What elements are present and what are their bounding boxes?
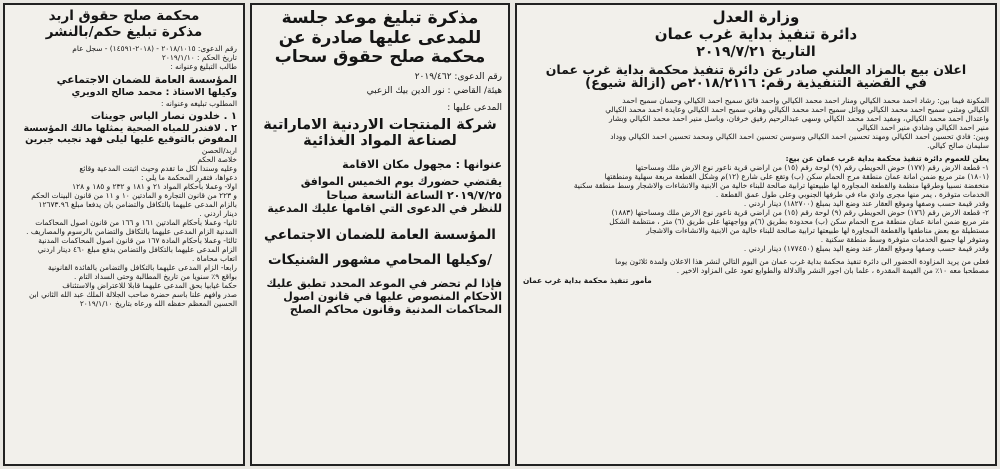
footer-line: مصطحبا معه ١٠٪ من القيمة المقدرة ، علما بان اجور النشر والدلالة والطوابع تعود على المزاود الاخير . bbox=[676, 266, 989, 276]
summons-title: مذكرة تبليغ موعد جلسة bbox=[281, 8, 479, 28]
judgment-notice bbox=[3, 3, 245, 466]
parties-line: المكونة فيما بين: رشاد احمد محمد الكيالي ومنار احمد محمد الكيالي واحمد فائق سميح احمد الكيالي وحسان سميح احمد bbox=[622, 95, 989, 105]
parties-line: سليمان صالح كيالي. bbox=[927, 141, 989, 151]
summons-line: للنظر في الدعوى التي اقامها عليك المدعية bbox=[267, 202, 502, 216]
notice-intro: يعلن للعموم دائرة تنفيذ محكمة بداية غرب عمان عن بيع: bbox=[785, 154, 989, 164]
item-line: وقدر قيمة حسب وصفها وموقع العقار عند وضع اليد بمبلغ (١٨٢٧٠٠) دينار اردني . bbox=[743, 199, 989, 209]
meta-line: تاريخ الحكم : ٢٠١٩/١/١٠ bbox=[161, 53, 237, 63]
item-line: الخدمات متوفرة ، يمر منها مجرى وادي ماء في طرفها الجنوبي وعلى طول عمق القطعة . bbox=[715, 190, 989, 200]
body-line: ثانيا- وعملا بأحكام المادتين ١٦١ و ١٦٦ من قانون اصول المحاكمات bbox=[35, 218, 237, 228]
meta-line: طالب التبليغ وعنوانه : bbox=[170, 62, 237, 72]
signature: مأمور تنفيذ محكمة بداية غرب عمان bbox=[523, 275, 652, 285]
item-line: منخفضة نسبيا وطرقها منظمة والقطعة المجاورة لها طبيعتها ترابية صالحة للبناء خالية من الابنية والانشاءات والاشجار وسط منطقة سكنية bbox=[573, 181, 989, 191]
case-number: في القضية التنفيذية رقم: ٢٠١٨/٢١١٦ص (ازالة شيوع) bbox=[585, 75, 927, 91]
body-line: الزام المدعى عليهما بالتكافل والتضامن بدفع مبلغ ٤٦٠ دينار اردني bbox=[37, 245, 237, 255]
summons-title: محكمة صلح حقوق سحاب bbox=[274, 47, 486, 68]
respondents-label: المطلوب تبليغه وعنوانه : bbox=[161, 98, 237, 108]
body-line: بواقع ٩٪ سنويا من تاريخ المطالبة وحتى السداد التام . bbox=[73, 272, 237, 282]
body-line: الحسين المعظم حفظه الله ورعاه بتاريخ ٢٠١٩/١/١٠ bbox=[79, 299, 237, 309]
body-line: خلاصة الحكم bbox=[197, 154, 237, 164]
defendant-label: المدعى عليها : bbox=[447, 102, 502, 113]
item-line: ومتوفر لها جميع الخدمات متوفرة وسط منطقة سكنية . bbox=[820, 235, 989, 245]
item-line: وقدر قيمة حسب وصفها وموقع العقار عند وضع اليد بمبلغ (١٧٧٤٥٠) دينار اردني . bbox=[743, 244, 989, 254]
body-line: المدنية الزام المدعى عليهما بالتكافل والتضامن بالرسوم والمصاريف . bbox=[26, 227, 237, 237]
applicant: المؤسسة العامة للضمان الاجتماعي bbox=[56, 74, 237, 87]
case-number: رقم الدعوى: ٢٠١٩/٤٦٢ bbox=[414, 71, 502, 82]
summons-title: للمدعى عليها صادرة عن bbox=[278, 27, 482, 48]
body-line: حكما غيابيا بحق المدعى عليهما قابلا للاعتراض والاستئناف bbox=[62, 281, 237, 291]
notice-headline: اعلان بيع بالمزاد العلني صادر عن دائرة تنفيذ محكمة بداية غرب عمان bbox=[545, 61, 967, 77]
notice-date: التاريخ ٢٠١٩/٧/٢١ bbox=[696, 43, 816, 60]
body-line: اربد/الحصن bbox=[201, 145, 237, 155]
plaintiff-lawyer: /وكيلها المحامي مشهور الشنيكات bbox=[267, 252, 493, 269]
summons-line: يقتضي حضورك يوم الخميس الموافق bbox=[300, 175, 502, 189]
body-line: دعواها، فتقرر المحكمة ما يلي : bbox=[140, 172, 237, 182]
parties-line: واعتدال احمد محمد الكيالي، ومفيد احمد محمد الكيالي وسهى عبدالرحيم رفيق خرفان، وباسل منير احمد محمد الكيالي وبشار bbox=[609, 113, 989, 123]
department-heading: دائرة تنفيذ بداية غرب عمان bbox=[654, 25, 858, 44]
body-line: وعليه وسندا لكل ما تقدم وحيث اثبتت المدعية وقائع bbox=[79, 163, 237, 173]
item-line: (١٨٠١) متر مربع ضمن امانة عمان منطقة مرج الحمام سكن (ب) وتقع على شارع (١٢)م وشكل القطعة مربعة سهلية ومنطقتها bbox=[604, 172, 989, 182]
meta-line: رقم الدعوى: ٢٠١٨/١٠١٥ - (٢٠١٨-١٤٥٩١) - سجل عام bbox=[72, 44, 237, 54]
item-line: ٢- قطعة الارض رقم (١٧٦) حوض الحويطي رقم (٩) لوحة رقم (١٥) من اراضي قرية ناعور نوع الارض ملك ومساحتها (١٨٨٣) bbox=[611, 208, 989, 218]
body-line: ثالثا- وعملا بأحكام المادة ١٦٧ من قانون اصول المحاكمات المدنية bbox=[38, 236, 237, 246]
applicant-agent: وكيلها الاستاذ : محمد صالح الدويري bbox=[71, 86, 237, 98]
parties-line: وبين: فادي تحسين احمد الكيالي ومهند تحسين احمد الكيالي وسوسن تحسين احمد الكيالي ومحمد تحسين احمد الكيالي ووداد bbox=[610, 132, 989, 142]
respondent: ٢ . لافندر للمياه الصحية يمثلها مالك المؤسسة bbox=[23, 122, 237, 134]
warning-line: الاحكام المنصوص عليها في قانون اصول bbox=[283, 289, 502, 303]
defendant-name: شركة المنتجات الاردنية الاماراتية bbox=[263, 116, 497, 133]
body-line: بالزام المدعى عليهما بالتكافل والتضامن بان يدفعا مبلغ ١٢٦٧٣.٩٦ bbox=[38, 200, 237, 210]
body-line: اتعاب محاماة . bbox=[192, 254, 237, 264]
judge: هيئة/ القاضي : نور الدين بيك الزعبي bbox=[366, 85, 502, 96]
auction-notice bbox=[515, 3, 997, 466]
court-title: محكمة صلح حقوق اربد bbox=[48, 8, 200, 24]
session-summons bbox=[250, 3, 510, 466]
footer-line: فعلى من يريد المزاودة الحضور الى دائرة تنفيذ محكمة بداية غرب عمان من اليوم التالي لنشر هذا الاعلان ولمدة ثلاثون يوما bbox=[615, 257, 989, 267]
summons-line: ٢٠١٩/٧/٢٥ الساعة التاسعة صباحا bbox=[326, 188, 502, 202]
defendant-name: لصناعة المواد الغذائية bbox=[303, 133, 457, 150]
respondent: المفوض بالتوقيع عليها ليلى فهد نجيب جبرين bbox=[25, 134, 237, 146]
item-line: مستطيلة مع بعض مناطقها والقطعة المجاورة لها طبيعتها ترابية صالحة للبناء خالية من الابنية والانشاءات والاشجار bbox=[646, 226, 989, 236]
respondent: ١ . خلدون نصار الياس جوينات bbox=[90, 110, 237, 122]
body-line: دينار اردني . bbox=[199, 209, 237, 219]
body-line: رابعا- الزام المدعى عليهما بالتكافل والتضامن بالفائدة القانونية bbox=[47, 263, 237, 273]
body-line: و ٢٢٣ من قانون التجارة و المادتين ١٠ و ١١ من قانون البينات الحكم bbox=[31, 191, 237, 201]
parties-line: منير احمد الكيالي وشادي منير احمد الكيالي bbox=[856, 123, 989, 132]
warning-line: المحاكمات المدنية وقانون محاكم الصلح bbox=[289, 303, 502, 317]
body-line: صدر وافهم علنا باسم حضرة صاحب الجلالة الملك عبد الله الثاني ابن bbox=[28, 290, 237, 300]
ministry-heading: وزارة العدل bbox=[712, 8, 800, 26]
body-line: اولا- وعملا بأحكام المواد ٢١ و ١٨١ و ٢٣٢ و ١٨٥ و ١٢٨ bbox=[72, 182, 237, 191]
item-line: متر مربع ضمن امانة عمان منطقة مرج الحمام سكن (ب) محدودة بطريق (٦)م وواجهتها على طريق (٦) متر ، منتظمة الشكل bbox=[609, 217, 989, 227]
address: عنوانها : مجهول مكان الاقامة bbox=[342, 157, 502, 171]
notice-title: مذكرة تبليغ حكم/بالنشر bbox=[45, 23, 203, 40]
parties-line: الكيالي ومثنى سميح احمد محمد الكيالي ووائل سميح احمد محمد الكيالي وهاني سميح احمد الكيالي وعايدة احمد محمد الكيالي bbox=[605, 104, 989, 114]
item-line: ١- قطعة الارض رقم (١٧٧) حوض الحويطي رقم (٩) لوحة رقم (١٥) من اراضي قرية ناعور نوع الارض ملك ومساحتها bbox=[635, 163, 989, 173]
plaintiff: المؤسسة العامة للضمان الاجتماعي bbox=[264, 226, 496, 243]
warning-line: فإذا لم تحضر في الموعد المحدد تطبق عليك bbox=[266, 276, 502, 290]
